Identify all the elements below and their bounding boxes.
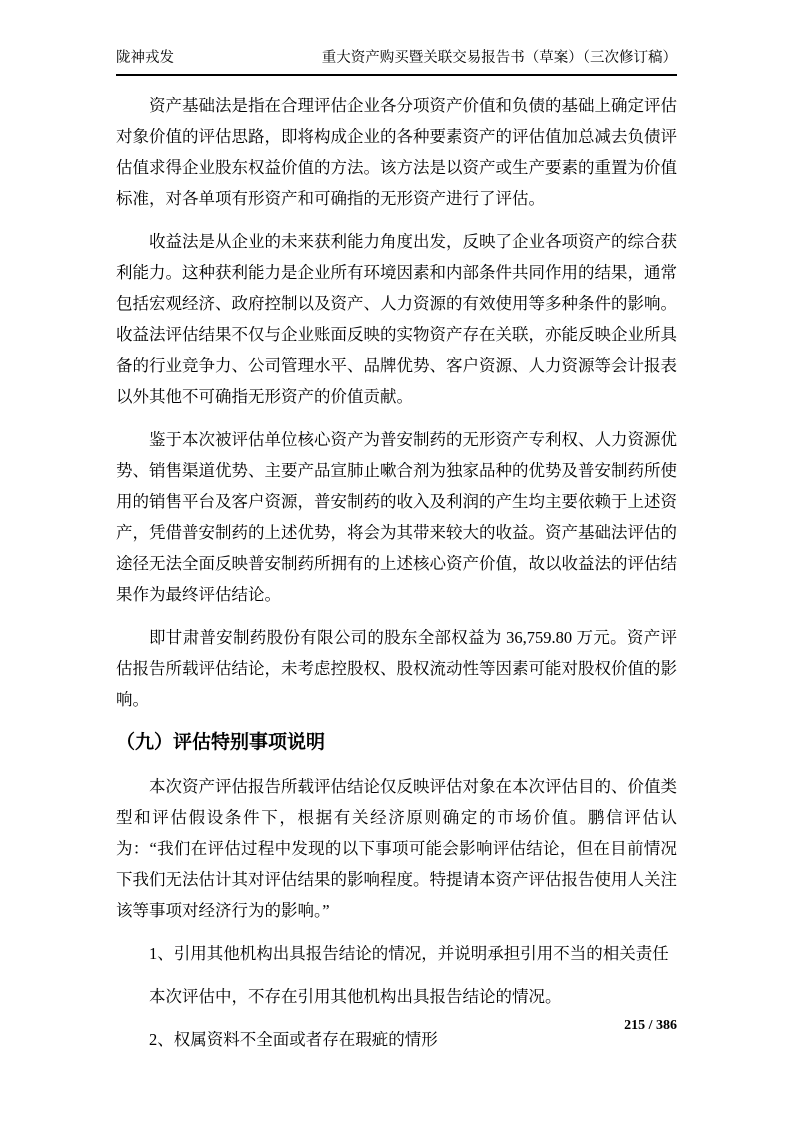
paragraph-item1-cited-reports: 1、引用其他机构出具报告结论的情况，并说明承担引用不当的相关责任: [149, 944, 669, 963]
page-footer: [624, 1018, 677, 1034]
paragraph-income-method: 收益法是从企业的未来获利能力角度出发，反映了企业各项资产的综合获利能力。这种获利能力是企业所有环境因素和内部条件共同作用的结果，通常包括宏观经济、政府控制以及资产、人力资源的有效使用等多种条件的影响。收益法评估结果不仅与企业账面反映的实物资产存在关联，亦能反映企业所具备的行业竞争力、公司管理水平、品牌优势、客户资源、人力资源等会计报表以外其他不可确指无形资产的价值贡献。: [116, 232, 677, 406]
paragraph-asset-based-method: 资产基础法是指在合理评估企业各分项资产价值和负债的基础上确定评估对象价值的评估思路，即将构成企业的各种要素资产的评估值加总减去负债评估值求得企业股东权益价值的方法。该方法是以资产或生产要素的重置为价值标准，对各单项有形资产和可确指的无形资产进行了评估。: [116, 96, 677, 208]
document-body: [116, 90, 677, 1067]
page-header: [116, 48, 677, 76]
header-left-title: 陇神戎发: [116, 50, 174, 66]
paragraph-item1-statement: 本次评估中，不存在引用其他机构出具报告结论的情况。: [149, 987, 562, 1006]
header-right-title: 重大资产购买暨关联交易报告书（草案）（三次修订稿）: [321, 50, 677, 66]
paragraph-item2-title-defects: 2、权属资料不全面或者存在瑕疵的情形: [149, 1030, 438, 1049]
section-heading-special-matters: （九）评估特别事项说明: [116, 732, 326, 753]
paragraph-special-matters-intro: 本次资产评估报告所载评估结论仅反映评估对象在本次评估目的、价值类型和评估假设条件下，根据有关经济原则确定的市场价值。鹏信评估认为：“我们在评估过程中发现的以下事项可能会影响评估结论，但在目前情况下我们无法估计其对评估结果的影响程度。特提请本资产评估报告使用人关注该等事项对经济行为的影响。”: [116, 777, 677, 920]
paragraph-core-assets-rationale: 鉴于本次被评估单位核心资产为普安制药的无形资产专利权、人力资源优势、销售渠道优势、主要产品宣肺止嗽合剂为独家品种的优势及普安制药所使用的销售平台及客户资源，普安制药的收入及利润的产生均主要依赖于上述资产，凭借普安制药的上述优势，将会为其带来较大的收益。资产基础法评估的途径无法全面反映普安制药所拥有的上述核心资产价值，故以收益法的评估结果作为最终评估结论。: [116, 430, 677, 604]
paragraph-equity-value-conclusion: 即甘肃普安制药股份有限公司的股东全部权益为 36,759.80 万元。资产评估报告所载评估结论，未考虑控股权、股权流动性等因素可能对股权价值的影响。: [116, 628, 677, 709]
page-number: 215 / 386: [624, 1018, 677, 1033]
